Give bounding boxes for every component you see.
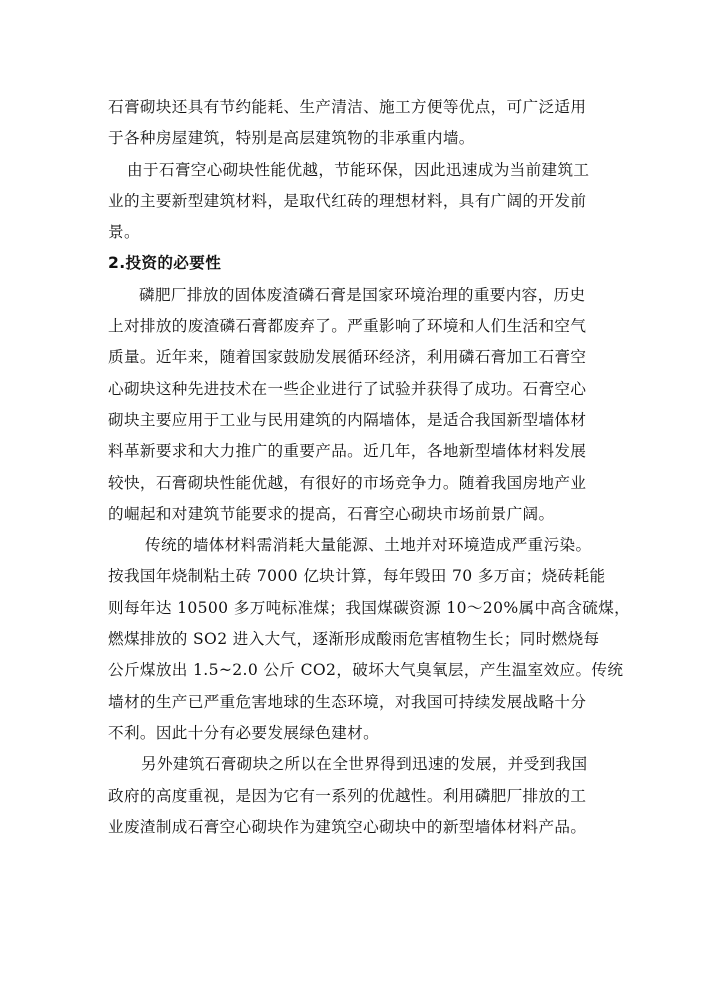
paragraph-global-development xyxy=(108,749,605,843)
text-line: 由于石膏空心砌块性能优越，节能环保，因此迅速成为当前建筑工 xyxy=(127,160,590,179)
text-line: 心砌块这种先进技术在一些企业进行了试验并获得了成功。石膏空心 xyxy=(108,379,587,398)
text-line: 磷肥厂排放的固体废渣磷石膏是国家环境治理的重要内容，历史 xyxy=(139,285,586,304)
paragraph-traditional-materials xyxy=(108,530,631,749)
text-line: 较快，石膏砌块性能优越，有很好的市场竞争力。随着我国房地产业 xyxy=(108,473,587,492)
text-line: 石膏砌块还具有节约能耗、生产清洁、施工方便等优点，可广泛适用 xyxy=(108,98,587,116)
text-line: 按我国年烧制粘土砖 7000 亿块计算，每年毁田 70 多万亩；烧砖耗能 xyxy=(108,567,606,586)
text-line: 业废渣制成石膏空心砌块作为建筑空心砌块中的新型墙体材料产品。 xyxy=(108,817,587,836)
text-line: 质量。近年来，随着国家鼓励发展循环经济，利用磷石膏加工石膏空 xyxy=(108,348,587,367)
text-line: 则每年达 10500 多万吨标准煤；我国煤碳资源 10～20%属中高含硫煤， xyxy=(108,598,631,617)
text-line: 于各种房屋建筑，特别是高层建筑物的非承重内墙。 xyxy=(108,129,475,148)
document-body xyxy=(108,92,631,843)
text-line: 政府的高度重视，是因为它有一系列的优越性。利用磷肥厂排放的工 xyxy=(108,786,587,805)
text-line: 不利。因此十分有必要发展绿色建材。 xyxy=(108,723,380,742)
text-line: 墙材的生产已严重危害地球的生态环境，对我国可持续发展战略十分 xyxy=(108,692,587,711)
text-line: 业的主要新型建筑材料，是取代红砖的理想材料，具有广阔的开发前 xyxy=(108,191,587,210)
text-line: 砌块主要应用于工业与民用建筑的内隔墙体，是适合我国新型墙体材 xyxy=(108,410,587,429)
text-line: 的崛起和对建筑节能要求的提高，石膏空心砌块市场前景广阔。 xyxy=(108,504,555,523)
text-line: 另外建筑石膏砌块之所以在全世界得到迅速的发展，并受到我国 xyxy=(141,755,588,774)
paragraph-gypsum-advantages xyxy=(108,92,605,155)
text-line: 上对排放的废渣磷石膏都废弃了。严重影响了环境和人们生活和空气 xyxy=(108,317,587,336)
paragraph-market-outlook xyxy=(108,155,605,249)
text-line: 公斤煤放出 1.5~2.0 公斤 CO2，破坏大气臭氧层，产生温室效应。传统 xyxy=(108,661,624,680)
text-line: 景。 xyxy=(108,223,140,242)
text-line: 燃煤排放的 SO2 进入大气，逐渐形成酸雨危害植物生长；同时燃烧每 xyxy=(108,630,600,649)
text-line: 料革新要求和大力推广的重要产品。近几年，各地新型墙体材料发展 xyxy=(108,442,587,461)
section-heading: 2.投资的必要性 xyxy=(108,254,222,273)
paragraph-phosphogypsum xyxy=(108,280,605,530)
text-line: 传统的墙体材料需消耗大量能源、土地并对环境造成严重污染。 xyxy=(145,536,592,555)
